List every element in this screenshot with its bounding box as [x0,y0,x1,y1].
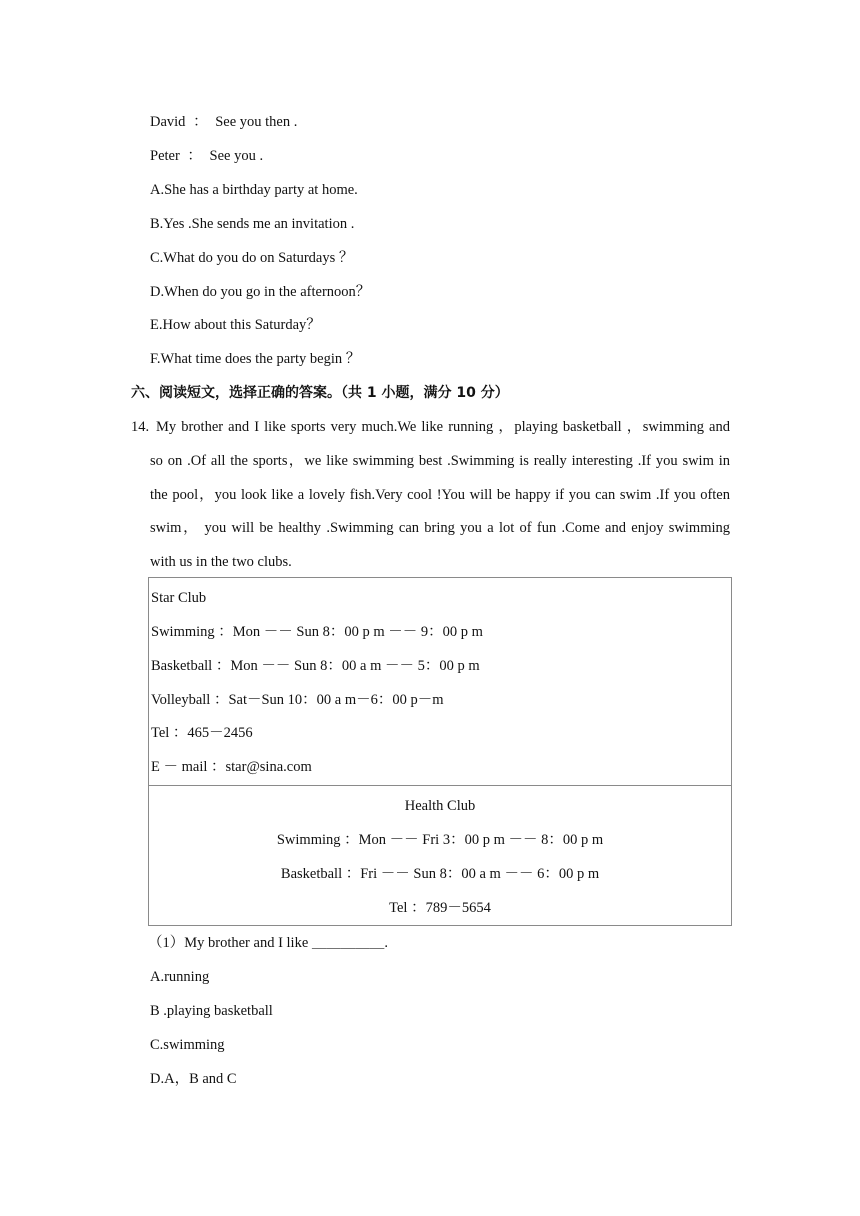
star-club-name: Star Club [151,590,207,606]
passage-line-3: the pool，you look like a lovely fish.Very cool !You will be happy if you can swim .If you often [150,487,730,503]
dialogue-line-peter [150,147,263,165]
sub-question-option-d: D.A，B and C [150,1071,237,1087]
speaker-name: David [150,114,186,130]
dialogue-text: See you then . [215,114,298,130]
passage-line-4: swim， you will be healthy .Swimming can bring you a lot of fun .Come and enjoy swimming [150,520,730,536]
passage-line-2: so on .Of all the sports，we like swimming best .Swimming is really interesting .If you swim in [150,453,730,469]
star-club-volleyball: Volleyball ：Sat－Sun 10：00 a m－6：00 p－m [151,692,444,708]
health-club-basketball: Basketball ：Fri －－ Sun 8：00 a m －－ 6：00 p m [280,866,600,882]
dialogue-option-a: A.She has a birthday party at home. [150,182,358,198]
dialogue-line-david [150,113,297,131]
dialogue-option-f: F.What time does the party begin ？ [150,351,361,367]
passage-line-1: My brother and I like sports very much.We like running ，playing basketball ，swimming and [156,419,730,435]
speaker-separator: ： [187,148,202,164]
sub-question-stem: （1）My brother and I like ＿＿＿＿＿. [148,935,389,951]
dialogue-option-b: B.Yes .She sends me an invitation . [150,216,355,232]
question-number: 14. [131,419,150,435]
dialogue-option-e: E.How about this Saturday？ [150,317,321,333]
health-club-cell [149,786,731,925]
clubs-table [148,577,732,926]
passage-line-5: with us in the two clubs. [150,554,292,570]
section-heading: 六、阅读短文，选择正确的答案。（共 1 小题，满分 10 分） [131,385,509,401]
sub-question-option-b: B .playing basketball [150,1003,273,1019]
speaker-separator: ： [193,114,208,130]
sub-question-option-a: A.running [150,969,210,985]
star-club-cell [149,578,731,786]
dialogue-text: See you . [209,148,264,164]
health-club-tel: Tel ：789－5654 [389,900,491,916]
health-club-swimming: Swimming ：Mon －－ Fri 3：00 p m －－ 8：00 p m [276,832,604,848]
dialogue-option-c: C.What do you do on Saturdays ？ [150,250,354,266]
star-club-basketball: Basketball ：Mon －－ Sun 8：00 a m －－ 5：00 p m [151,658,480,674]
star-club-tel: Tel ：465－2456 [151,725,253,741]
star-club-email: E － mail ：star@sina.com [151,759,312,775]
speaker-name: Peter [150,148,180,164]
star-club-swimming: Swimming ：Mon －－ Sun 8：00 p m －－ 9：00 p m [151,624,483,640]
health-club-name: Health Club [404,798,476,814]
sub-question-option-c: C.swimming [150,1037,225,1053]
dialogue-option-d: D.When do you go in the afternoon？ [150,284,371,300]
